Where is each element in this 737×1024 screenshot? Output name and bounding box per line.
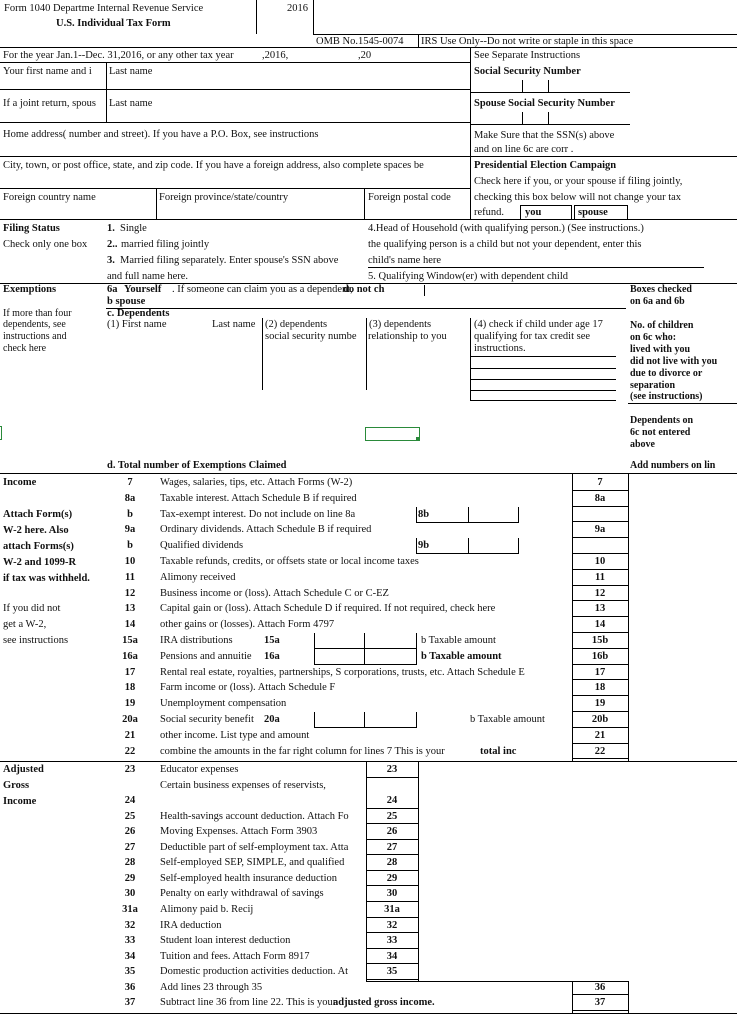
filing-option-single[interactable]: Single (120, 223, 147, 234)
filing-option-hoh[interactable]: 4.Head of Household (with qualifying person.) (See instructions.) (368, 223, 644, 234)
check-only-one: Check only one box (3, 239, 88, 250)
no-w2-1: If you did not (3, 603, 61, 614)
agi-line-text: Penalty on early withdrawal of savings (160, 888, 324, 900)
income-line-text: other income. List type and amount (160, 729, 310, 741)
agi-line-number: 25 (124, 810, 136, 822)
income-mid-box-label: 20a (264, 714, 280, 725)
agi-line-number: 27 (124, 841, 136, 853)
selection-handle[interactable] (365, 427, 420, 441)
agi-line-number: 35 (124, 966, 136, 978)
income-amount-field[interactable] (468, 507, 469, 523)
attach-4: W-2 and 1099-R (3, 557, 77, 568)
agi-line-text: Educator expenses (160, 764, 239, 775)
income-line-number: 7 (127, 477, 133, 488)
income-line-number: 13 (124, 603, 136, 615)
dependents-2: 6c not entered (630, 427, 691, 438)
dep-col-ssn: (2) dependents (265, 319, 328, 330)
exemptions-title: Exemptions (3, 284, 57, 295)
children-3: lived with you (630, 344, 691, 355)
income-line-number: 11 (125, 571, 135, 583)
children-7: (see instructions) (630, 391, 703, 402)
filing-option-joint[interactable]: married filing jointly (121, 239, 210, 250)
agi-box-29[interactable]: 29 (386, 872, 398, 884)
filing-option-hoh-3: child's name here (368, 255, 442, 266)
tax-year-end: ,20 (358, 50, 372, 61)
children-6: separation (630, 380, 675, 391)
income-box-22[interactable]: 22 (594, 745, 606, 757)
opt3-num: 3. (107, 255, 115, 266)
taxable-amount-label: b Taxable amount (421, 635, 496, 646)
agi-line-number: 32 (124, 919, 136, 931)
form-title: Form 1040 Departme Internal Revenue Service (4, 3, 204, 14)
joint-first-name-field[interactable]: If a joint return, spous (3, 98, 97, 109)
income-box-12[interactable]: 12 (594, 587, 606, 599)
income-box-9a[interactable]: 9a (594, 524, 606, 536)
income-box-7[interactable]: 7 (597, 477, 603, 488)
income-line-number: 14 (124, 619, 136, 631)
right-column-divider (470, 47, 471, 219)
income-line-text: Alimony received (160, 571, 236, 583)
children-1: No. of children (630, 320, 694, 331)
filing-status-title: Filing Status (3, 223, 60, 234)
header-divider-2 (313, 0, 314, 34)
joint-last-name-field[interactable]: Last name (109, 98, 153, 109)
no-w2-2: get a W-2, (3, 619, 47, 630)
home-address-field[interactable]: Home address( number and street). If you have a P.O. Box, see instructions (3, 129, 319, 140)
income-line-text: combine the amounts in the far right column for lines 7 This is your (160, 745, 445, 757)
agi-line-number: 31a (122, 903, 138, 915)
agi-line-text: Moving Expenses. Attach Form 3903 (160, 826, 318, 838)
more-dependents-3: instructions and (3, 331, 67, 342)
you-label: you (525, 207, 542, 218)
6a-text: . If someone can claim you as a dependent, (172, 284, 353, 295)
agi-line-bold: adjusted gross income. (333, 997, 435, 1009)
income-title: Income (3, 477, 37, 488)
dep-col-child: (4) check if child under age 17 (474, 319, 603, 330)
agi-line-number: 33 (124, 935, 136, 947)
agi-box-30[interactable]: 30 (386, 888, 398, 900)
income-box-11[interactable]: 11 (595, 571, 605, 583)
income-box-19[interactable]: 19 (594, 698, 606, 710)
agi-line-number: 28 (124, 857, 136, 869)
income-line-text: Business income or (loss). Attach Schedule C or C-EZ (160, 587, 389, 599)
children-5: due to divorce or (630, 368, 703, 379)
form-year: 2016 (287, 3, 308, 14)
income-line-text: other gains or (losses). Attach Form 4797 (160, 619, 335, 631)
income-mid-box-label: 8b (418, 508, 430, 520)
spouse-ssn-label: Spouse Social Security Number (474, 98, 615, 109)
form-subtitle: U.S. Individual Tax Form (56, 18, 171, 29)
income-line-text: Capital gain or (loss). Attach Schedule D if required. If not required, check here (160, 603, 496, 615)
agi-box-27[interactable]: 27 (386, 841, 398, 853)
income-box-8a[interactable]: 8a (594, 492, 606, 504)
dependents-3: above (630, 439, 655, 450)
ssn-note-1: Make Sure that the SSN(s) above (474, 130, 615, 141)
6a-yourself: Yourself (124, 284, 162, 295)
income-line-text: Unemployment compensation (160, 698, 287, 710)
selection-marker (0, 426, 2, 440)
filing-option-separate-2: and full name here. (107, 271, 189, 282)
income-line-text: IRA distributions (160, 635, 233, 646)
foreign-postal-field[interactable]: Foreign postal code (368, 192, 451, 203)
attach-5: if tax was withheld. (3, 573, 90, 584)
header-divider (256, 0, 257, 34)
agi-line-number: 36 (124, 981, 136, 993)
income-line-text: Qualified dividends (160, 540, 244, 552)
income-box-13[interactable]: 13 (594, 603, 606, 615)
income-line-number: b (127, 540, 133, 552)
more-dependents-2: dependents, see (3, 319, 66, 330)
income-line-number: 21 (124, 729, 136, 741)
dependents-1: Dependents on (630, 415, 694, 426)
income-line-number: 10 (124, 556, 136, 567)
income-amount-field[interactable] (364, 712, 365, 728)
income-line-bold: total inc (480, 745, 517, 757)
more-dependents-4[interactable]: check here (3, 343, 47, 354)
agi-box-35[interactable]: 35 (386, 966, 398, 978)
agi-line-text: Student loan interest deduction (160, 935, 291, 947)
refund-label: refund. (474, 207, 505, 218)
income-amount-field[interactable] (468, 538, 469, 554)
income-line-number: 8a (124, 492, 136, 504)
dep-col-first: (1) First name (107, 319, 167, 330)
agi-line-text: Certain business expenses of reservists, (160, 779, 326, 791)
agi-line-text: Health-savings account deduction. Attach Fo (160, 810, 349, 822)
income-line-number: 18 (124, 682, 136, 694)
opt1-num: 1. (107, 223, 115, 234)
6a-checkbox[interactable] (380, 285, 425, 296)
income-line-text: Farm income or (loss). Attach Schedule F (160, 682, 336, 694)
resize-handle-icon[interactable] (416, 437, 420, 441)
filing-option-separate[interactable]: Married filing separately. Enter spouse's SSN above (120, 255, 339, 266)
agi-box-32[interactable]: 32 (386, 919, 398, 931)
foreign-country-field[interactable]: Foreign country name (3, 192, 96, 203)
agi-title-1: Adjusted (3, 764, 44, 775)
income-line-text: Taxable refunds, credits, or offsets state or local income taxes (160, 556, 419, 567)
agi-line-number: 29 (124, 872, 136, 884)
income-line-number: 20a (122, 714, 138, 725)
filing-option-widow[interactable]: 5. Qualifying Window(er) with dependent child (368, 271, 569, 282)
income-line-number: 15a (122, 635, 138, 646)
agi-line-number: 34 (124, 950, 136, 962)
income-line-number: 16a (122, 650, 138, 662)
agi-line-text: Self-employed health insurance deduction (160, 872, 337, 884)
attach-2: W-2 here. Also (3, 525, 69, 536)
agi-title-2: Gross (3, 780, 30, 791)
tax-year-label: For the year Jan.1--Dec. 31,2016, or any other tax year (3, 50, 234, 61)
income-mid-box-label: 15a (264, 635, 280, 646)
dep-col-rel-2: relationship to you (368, 331, 447, 342)
ssn-note-2: and on line 6c are corr . (474, 144, 574, 155)
attach-1: Attach Form(s) (3, 509, 73, 520)
spouse-label: spouse (578, 207, 608, 218)
omb-number: OMB No.1545-0074 (316, 36, 404, 47)
income-line-text: Rental real estate, royalties, partnerships, S corporations, trusts, etc. Attach Schedule E (160, 666, 525, 678)
attach-3: attach Forms(s) (3, 541, 74, 552)
boxes-checked-1: Boxes checked (630, 284, 692, 295)
income-line-text: Tax-exempt interest. Do not include on line 8a (160, 508, 356, 520)
income-box-15b[interactable]: 15b (591, 635, 609, 646)
income-box-20b[interactable]: 20b (591, 714, 609, 725)
filing-option-hoh-2: the qualifying person is a child but not your dependent, enter this (368, 239, 642, 250)
agi-box-24[interactable]: 24 (386, 795, 398, 807)
agi-line-text: Subtract line 36 from line 22. This is your (160, 997, 337, 1009)
dep-col-last: Last name (212, 319, 256, 330)
income-mid-box-label: 9b (418, 540, 430, 552)
spouse-checkbox[interactable] (574, 205, 628, 220)
dep-col-child-3: instructions. (474, 343, 526, 354)
ssn-label: Social Security Number (474, 66, 581, 77)
last-name-field[interactable]: Last name (109, 66, 153, 77)
dep-col-ssn-2: social security numbe (265, 331, 357, 342)
income-box-16b[interactable]: 16b (591, 650, 609, 662)
presidential-text-1: Check here if you, or your spouse if filing jointly, (474, 176, 683, 187)
income-line-text: Wages, salaries, tips, etc. Attach Forms (W-2) (160, 477, 353, 488)
income-amount-field[interactable] (364, 633, 365, 649)
income-box-10[interactable]: 10 (594, 556, 606, 567)
income-line-number: 9a (124, 524, 136, 536)
agi-line-text: Self-employed SEP, SIMPLE, and qualified (160, 857, 345, 869)
income-line-number: 22 (124, 745, 136, 757)
agi-line-number: 26 (124, 826, 136, 838)
income-line-number: b (127, 508, 133, 520)
income-line-number: 17 (124, 666, 136, 678)
6c-dependents: c. Dependents (107, 308, 170, 319)
presidential-label: Presidential Election Campaign (474, 160, 617, 171)
agi-box-34[interactable]: 34 (386, 950, 398, 962)
agi-line-number: 30 (124, 888, 136, 900)
agi-line-text: IRA deduction (160, 919, 222, 931)
income-line-text: Social security benefit (160, 714, 254, 725)
income-mid-box-label: 16a (264, 650, 280, 662)
you-checkbox[interactable] (520, 205, 572, 220)
boxes-checked-2: on 6a and 6b (630, 296, 685, 307)
agi-line-text: Alimony paid b. Recij (160, 903, 254, 915)
income-line-text: Pensions and annuitie (160, 650, 252, 662)
more-dependents-1: If more than four (3, 308, 72, 319)
income-line-number: 19 (124, 698, 136, 710)
agi-box-33[interactable]: 33 (386, 935, 398, 947)
agi-line-text: Add lines 23 through 35 (160, 981, 263, 993)
income-box-17[interactable]: 17 (594, 666, 606, 678)
taxable-amount-label: b Taxable amount (470, 714, 545, 725)
children-2: on 6c who: (630, 332, 677, 343)
presidential-text-2: checking this box below will not change your tax (474, 192, 682, 203)
income-amount-field[interactable] (364, 649, 365, 665)
opt2-num: 2.. (107, 239, 118, 250)
income-line-number: 12 (124, 587, 136, 599)
agi-box-25[interactable]: 25 (386, 810, 398, 822)
agi-title-3: Income (3, 796, 37, 807)
agi-box-31a[interactable]: 31a (384, 903, 400, 915)
agi-line-number: 24 (124, 795, 136, 807)
dep-col-rel: (3) dependents (369, 319, 432, 330)
agi-line-text: Domestic production activities deduction. At (160, 966, 349, 978)
add-numbers: Add numbers on lin (630, 460, 716, 471)
city-field[interactable]: City, town, or post office, state, and zip code. If you have a foreign address, also complete spaces be (3, 160, 424, 171)
income-line-text: Ordinary dividends. Attach Schedule B if required (160, 524, 372, 536)
foreign-province-field[interactable]: Foreign province/state/country (159, 192, 289, 203)
agi-box-23[interactable]: 23 (386, 764, 398, 775)
total-exemptions: d. Total number of Exemptions Claimed (107, 460, 287, 471)
6a-num: 6a (107, 284, 118, 295)
agi-box-37[interactable]: 37 (594, 997, 606, 1009)
irs-use-only: IRS Use Only--Do not write or staple in this space (421, 36, 634, 47)
6b-spouse[interactable]: b spouse (107, 296, 146, 307)
see-instructions: See Separate Instructions (474, 50, 581, 61)
agi-box-28[interactable]: 28 (386, 857, 398, 869)
taxable-amount-label: b Taxable amount (421, 650, 502, 662)
agi-line-text: Deductible part of self-employment tax. Atta (160, 841, 349, 853)
first-name-field[interactable]: Your first name and i (3, 66, 92, 77)
income-box-21[interactable]: 21 (594, 729, 606, 741)
children-4: did not live with you (630, 356, 718, 367)
no-w2-3: see instructions (3, 635, 69, 646)
agi-line-number: 37 (124, 997, 136, 1009)
tax-year-start: ,2016, (262, 50, 289, 61)
income-line-text: Taxable interest. Attach Schedule B if required (160, 492, 357, 504)
dep-col-child-2: qualifying for tax credit see (474, 331, 591, 342)
agi-box-36[interactable]: 36 (594, 981, 606, 993)
agi-line-text: Tuition and fees. Attach Form 8917 (160, 950, 310, 962)
income-box-18[interactable]: 18 (594, 682, 606, 694)
agi-line-number: 23 (124, 764, 136, 775)
6a-bold: do not ch (343, 284, 385, 295)
income-box-14[interactable]: 14 (594, 619, 606, 631)
agi-box-26[interactable]: 26 (386, 826, 398, 838)
